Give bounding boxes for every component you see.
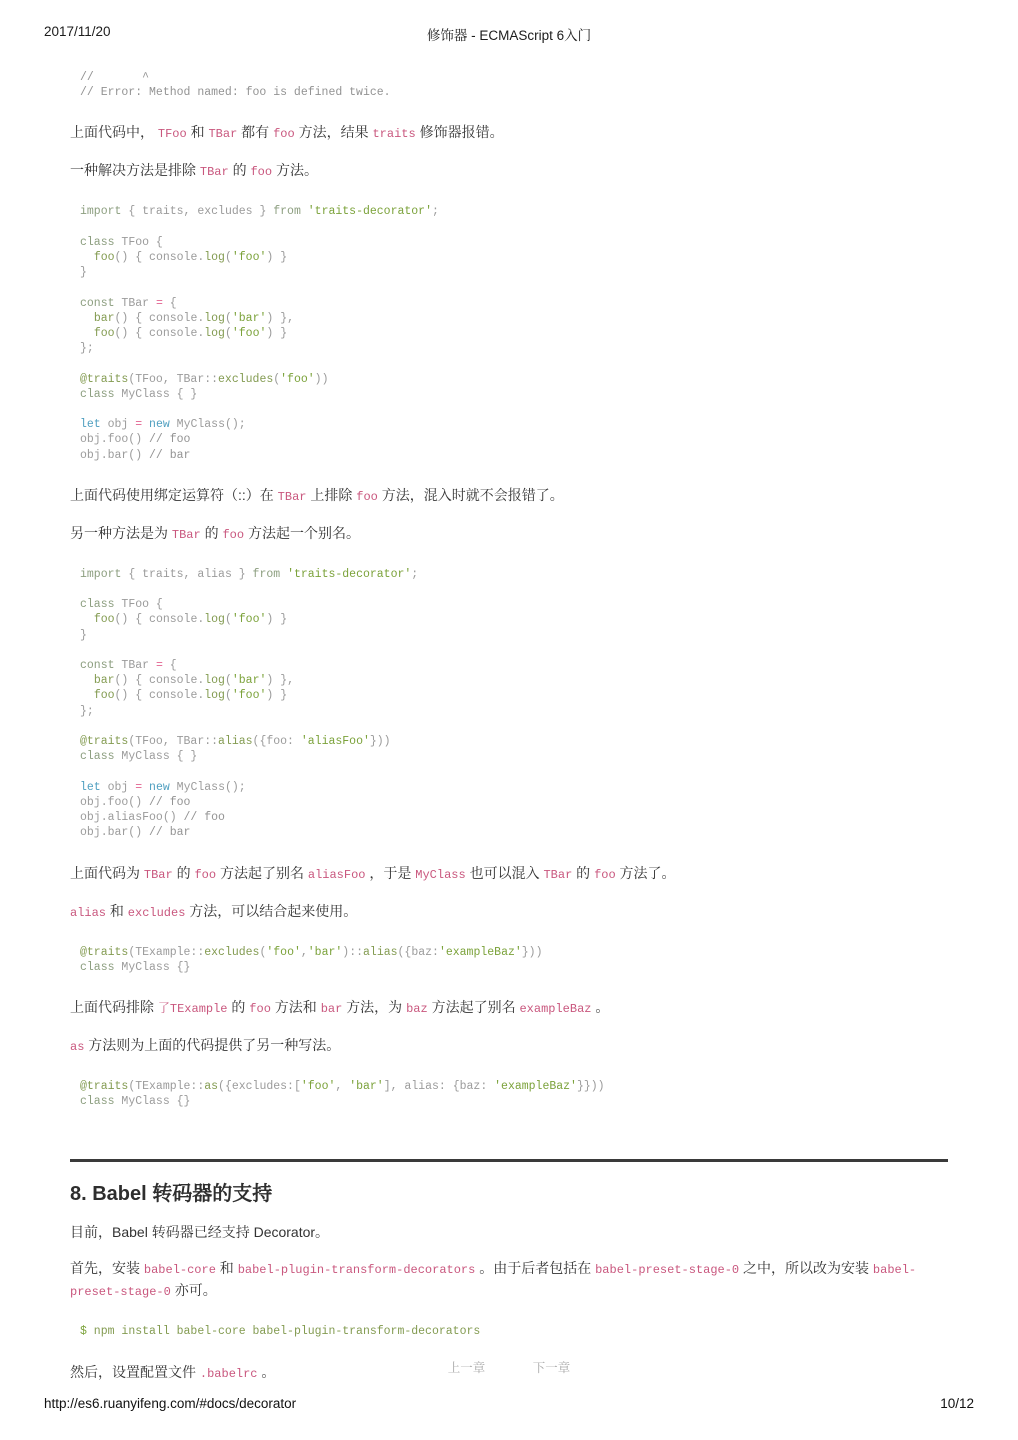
code-line: class MyClass { } bbox=[80, 387, 198, 401]
text-run: 方法，可以结合起来使用。 bbox=[185, 902, 358, 919]
inline-code: baz bbox=[406, 1001, 428, 1016]
page-number: 10/12 bbox=[940, 1396, 974, 1411]
code-line bbox=[80, 280, 948, 295]
text-run: 方法和 bbox=[270, 998, 321, 1015]
code-block bbox=[80, 70, 948, 100]
inline-code: alias bbox=[70, 905, 107, 920]
inline-code: babel-preset-stage-0 bbox=[595, 1263, 740, 1278]
inline-code: foo bbox=[273, 127, 295, 142]
text-run: 修饰器报错。 bbox=[415, 124, 504, 141]
text-run: 。由于后者包括在 bbox=[475, 1260, 596, 1277]
code-line bbox=[80, 220, 948, 235]
code-line: obj.bar() // bar bbox=[80, 448, 191, 462]
text-run: 目前，Babel 转码器已经支持 Decorator。 bbox=[70, 1224, 330, 1241]
inline-code: TBar bbox=[277, 489, 307, 504]
text-run: 的 bbox=[172, 864, 195, 881]
code-block bbox=[80, 567, 948, 841]
paragraph bbox=[70, 1222, 948, 1242]
text-run: 之中，所以改为安装 bbox=[739, 1260, 873, 1277]
code-line: obj.bar() // bar bbox=[80, 826, 191, 840]
section-divider bbox=[70, 1159, 948, 1162]
inline-code: excludes bbox=[127, 905, 186, 920]
code-line: } bbox=[80, 266, 87, 280]
inline-code: foo bbox=[250, 165, 273, 180]
text-run: 和 bbox=[186, 124, 209, 141]
paragraph bbox=[70, 901, 948, 923]
code-line: // Error: Method named: foo is defined twice. bbox=[80, 86, 391, 100]
text-run: 上排除 bbox=[306, 486, 357, 503]
code-line: class TFoo { bbox=[80, 598, 163, 612]
inline-code: traits bbox=[372, 127, 416, 142]
code-block bbox=[80, 204, 948, 462]
code-line: class MyClass {} bbox=[80, 1095, 191, 1109]
code-line: @traits(TExample::excludes('foo','bar')::alias({baz:'exampleBaz'})) bbox=[80, 945, 543, 959]
text-run: 。 bbox=[257, 1363, 276, 1380]
inline-code: MyClass bbox=[415, 867, 466, 882]
text-run: 和 bbox=[215, 1260, 238, 1277]
text-run: 上面代码排除 bbox=[70, 998, 158, 1015]
inline-code: foo bbox=[356, 489, 378, 504]
paragraph bbox=[70, 863, 948, 885]
text-run: 上面代码中， bbox=[70, 124, 158, 141]
code-line: foo() { console.log('foo') } bbox=[93, 251, 288, 265]
code-line: @traits(TFoo, TBar::alias({foo: 'aliasFoo'})) bbox=[80, 735, 391, 749]
inline-code: exampleBaz bbox=[519, 1001, 592, 1016]
inline-code: 了TExample bbox=[157, 1001, 228, 1016]
page-header bbox=[44, 24, 974, 42]
inline-code: TBar bbox=[199, 165, 229, 180]
inline-code: foo bbox=[222, 527, 245, 542]
code-line: import { traits, excludes } from 'traits-decorator'; bbox=[80, 205, 439, 219]
code-block bbox=[80, 945, 948, 975]
inline-code: TBar bbox=[543, 867, 573, 882]
inline-code: babel-preset-stage-0 bbox=[70, 1263, 917, 1300]
paragraph bbox=[70, 122, 948, 144]
text-run: 也可以混入 bbox=[465, 864, 544, 881]
inline-code: babel-plugin-transform-decorators bbox=[237, 1263, 476, 1278]
code-line: bar() { console.log('bar') }, bbox=[93, 311, 294, 325]
code-line: let obj = new MyClass(); bbox=[80, 418, 246, 432]
inline-code: TBar bbox=[171, 527, 201, 542]
code-line bbox=[80, 765, 948, 780]
page-title: 修饰器 - ECMAScript 6入门 bbox=[426, 28, 592, 43]
text-run: 然后，设置配置文件 bbox=[70, 1363, 200, 1380]
code-block bbox=[80, 1079, 948, 1109]
prev-chapter-link[interactable]: 上一章 bbox=[447, 1361, 486, 1375]
footer-url: http://es6.ruanyifeng.com/#docs/decorator bbox=[44, 1396, 297, 1411]
code-line: @traits(TFoo, TBar::excludes('foo')) bbox=[80, 372, 329, 386]
paragraph bbox=[70, 997, 948, 1019]
text-run: 方法起了别名 bbox=[427, 998, 520, 1015]
code-line: } bbox=[80, 628, 87, 642]
paragraph bbox=[70, 1258, 948, 1302]
code-line: const TBar = { bbox=[80, 659, 177, 673]
code-line: @traits(TExample::as({excludes:['foo', 'bar'], alias: {baz: 'exampleBaz'}})) bbox=[80, 1079, 605, 1093]
code-line: class TFoo { bbox=[80, 235, 163, 249]
inline-code: as bbox=[70, 1039, 85, 1054]
text-run: 另一种方法是为 bbox=[70, 524, 172, 541]
code-line: obj.foo() // foo bbox=[80, 433, 191, 447]
paragraph bbox=[70, 1035, 948, 1057]
code-line: class MyClass { } bbox=[80, 750, 198, 764]
code-line: }; bbox=[80, 704, 94, 718]
text-run: 亦可。 bbox=[170, 1282, 217, 1299]
text-run: 方法，结果 bbox=[294, 124, 373, 141]
inline-code: foo bbox=[194, 867, 217, 882]
chapter-nav bbox=[0, 1358, 1018, 1376]
header-date: 2017/11/20 bbox=[44, 24, 111, 39]
paragraph bbox=[70, 485, 948, 507]
text-run: ，于是 bbox=[365, 864, 416, 881]
inline-code: TBar bbox=[143, 867, 173, 882]
text-run: 方法则为上面的代码提供了另一种写法。 bbox=[84, 1036, 341, 1053]
text-run: 上面代码为 bbox=[70, 864, 144, 881]
content bbox=[70, 48, 948, 1400]
code-line bbox=[80, 356, 948, 371]
section-heading: 8. Babel 转码器的支持 bbox=[70, 1183, 273, 1206]
code-line: import { traits, alias } from 'traits-decorator'; bbox=[80, 567, 419, 581]
inline-code: foo bbox=[594, 867, 616, 882]
paragraph bbox=[70, 160, 948, 182]
text-run: 方法，混入时就不会报错了。 bbox=[377, 486, 564, 503]
text-run: 方法。 bbox=[272, 162, 318, 179]
inline-code: babel-core bbox=[143, 1263, 216, 1278]
code-line: let obj = new MyClass(); bbox=[80, 780, 246, 794]
code-line bbox=[80, 643, 948, 658]
code-line: foo() { console.log('foo') } bbox=[93, 613, 288, 627]
paragraph bbox=[70, 523, 948, 545]
text-run: 方法，为 bbox=[342, 998, 407, 1015]
text-run: 方法了。 bbox=[615, 864, 676, 881]
text-run: 的 bbox=[200, 524, 223, 541]
next-chapter-link[interactable]: 下一章 bbox=[532, 1361, 571, 1375]
code-line: obj.foo() // foo bbox=[80, 795, 191, 809]
code-line: foo() { console.log('foo') } bbox=[93, 689, 288, 703]
code-line: // ^ bbox=[80, 71, 150, 84]
text-run: 方法起了别名 bbox=[216, 864, 308, 881]
inline-code: bar bbox=[320, 1001, 343, 1016]
text-run: 和 bbox=[106, 902, 128, 919]
code-line: $ npm install babel-core babel-plugin-transform-decorators bbox=[80, 1325, 481, 1339]
code-block bbox=[80, 1324, 948, 1339]
code-line bbox=[80, 402, 948, 417]
text-run: 一种解决方法是排除 bbox=[70, 162, 200, 179]
inline-code: TBar bbox=[208, 127, 238, 142]
inline-code: TFoo bbox=[157, 127, 187, 142]
inline-code: .babelrc bbox=[199, 1366, 258, 1381]
text-run: 上面代码使用绑定运算符（::）在 bbox=[70, 486, 278, 503]
code-line: class MyClass {} bbox=[80, 960, 191, 974]
inline-code: foo bbox=[249, 1001, 271, 1016]
code-line: const TBar = { bbox=[80, 296, 177, 310]
code-line: foo() { console.log('foo') } bbox=[93, 327, 288, 341]
code-line: }; bbox=[80, 342, 94, 356]
text-run: 的 bbox=[228, 162, 251, 179]
code-line bbox=[80, 582, 948, 597]
text-run: 的 bbox=[227, 998, 250, 1015]
text-run: 方法起一个别名。 bbox=[244, 524, 360, 541]
text-run: 都有 bbox=[237, 124, 274, 141]
text-run: 。 bbox=[591, 998, 610, 1015]
text-run: 首先，安装 bbox=[70, 1260, 144, 1277]
code-line: obj.aliasFoo() // foo bbox=[80, 811, 225, 825]
code-line: bar() { console.log('bar') }, bbox=[93, 674, 294, 688]
text-run: 的 bbox=[572, 864, 595, 881]
code-line bbox=[80, 719, 948, 734]
inline-code: aliasFoo bbox=[307, 867, 366, 882]
